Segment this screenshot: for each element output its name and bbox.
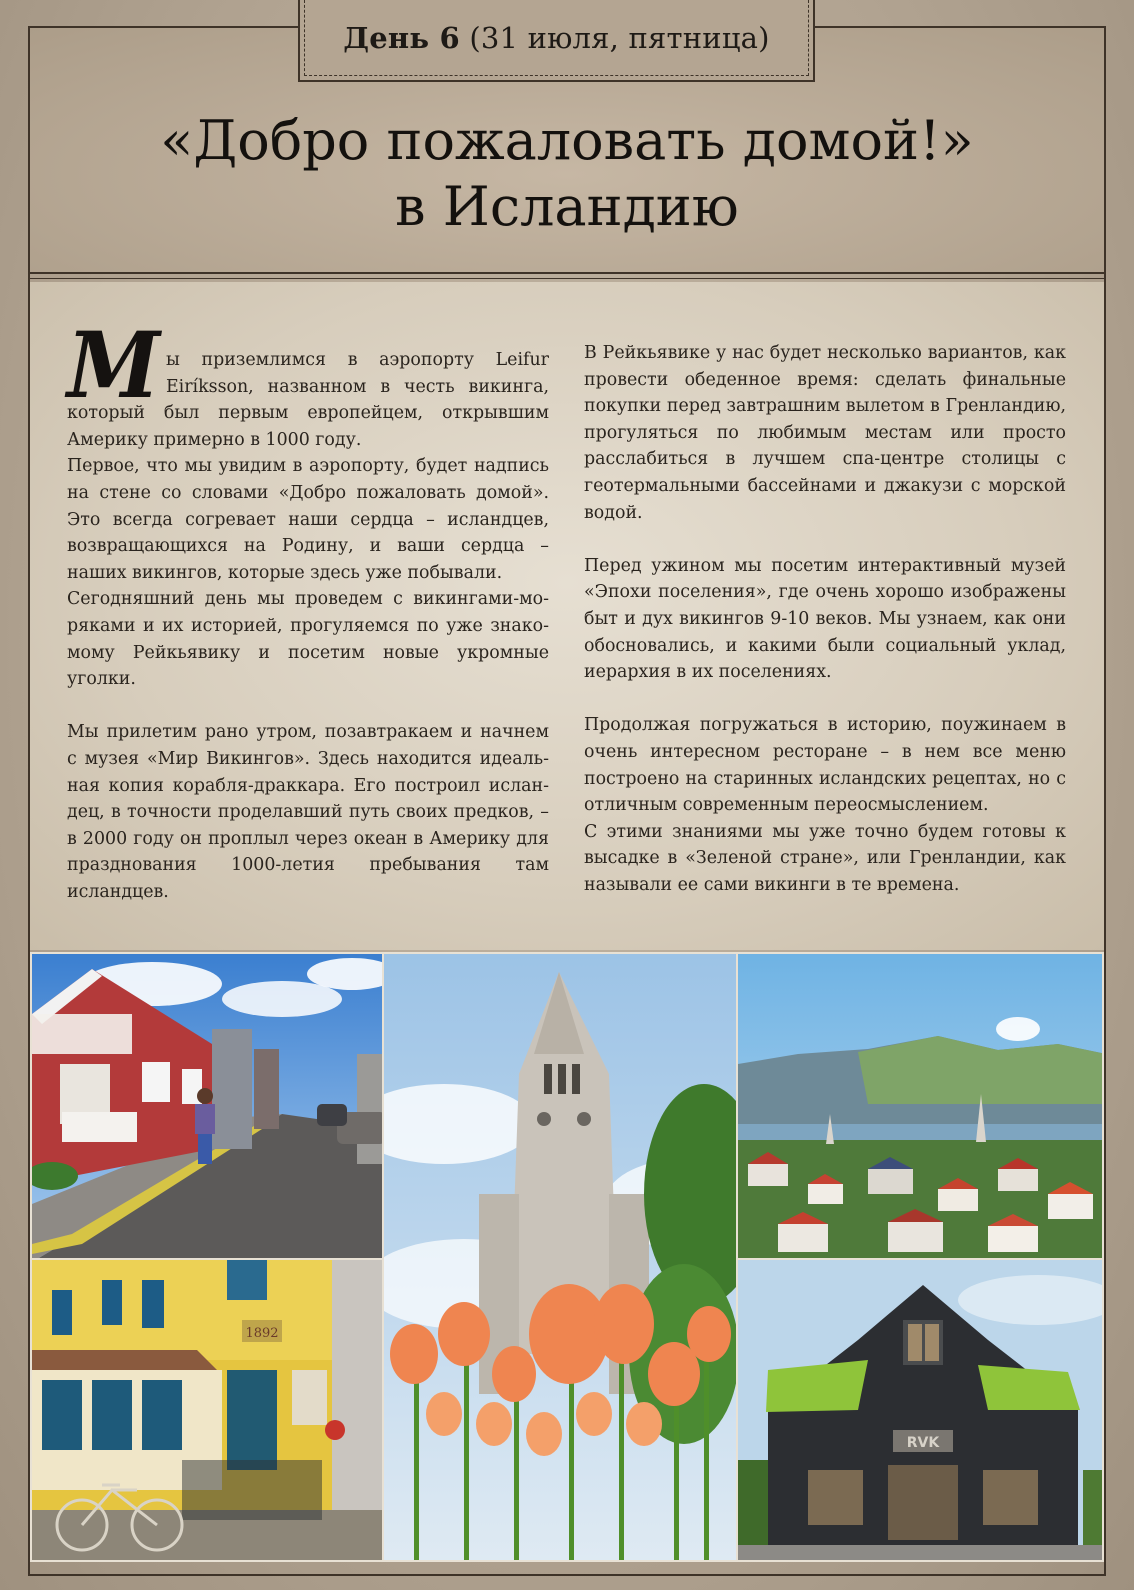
paragraph (67, 311, 549, 453)
paragraph: Сегодняшний день мы проведем с викингами-моряками и их историей, прогуляемся по уже знакомому Рейкьявику и посетим новые укромные уголки. (67, 589, 549, 690)
photo-restaurant-grass-roof (736, 1258, 1104, 1562)
house-number: 1892 (245, 1326, 279, 1341)
photo-yellow-house-bicycle (30, 1258, 384, 1562)
title-line2: в Исландию (395, 175, 739, 238)
paragraph: С этими знаниями мы уже точно будем готовы к высадке в «Зеленой стране», или Гренландии, как называли ее сами викинги в те времена. (584, 821, 1066, 895)
paragraph: Первое, что мы увидим в аэропорту, будет надпись на стене со словами «Добро пожаловать домой». Это всегда согревает наши сердца – исландцев, возвращающихся на Родину, и ваши сердца – наших викингов, которые здесь уже побывали. (67, 456, 549, 583)
article-column-right (584, 340, 1066, 898)
drop-cap: М (67, 311, 160, 419)
photo-church-tulips (382, 952, 738, 1562)
day-label (343, 21, 769, 55)
photo-reykjavik-panorama (736, 952, 1104, 1260)
paragraph: Перед ужином мы посетим интерактивный музей «Эпохи поселения», где очень хорошо изображены быт и дух викингов 9-10 веков. Мы узнаем, как они обосновались, и какими были социальный уклад, иерархия в их поселениях. (584, 555, 1066, 683)
photo-collage (30, 952, 1104, 1562)
title-line1: «Добро пожаловать домой!» (160, 109, 974, 172)
paragraph: Продолжая погружаться в историю, поужинаем в очень интересном ресторане – в нем все меню построено на старинных исландских рецептах, но с отличным современным переосмыслением. (584, 715, 1066, 816)
paragraph: В Рейкьявике у нас будет несколько вариантов, как провести обеденное время: сделать финальные покупки перед завтрашним вылетом в Гренландию, прогуляться по любимым местам или просто расслабиться в лучшем спа-центре столицы с геотермальными бассейнами и джакузи с морской водой. (584, 343, 1066, 523)
paragraph: Мы прилетим рано утром, позавтракаем и начнем с музея «Мир Викингов». Здесь находится идеальная копия корабля-драккара. Его построил исландец, в точности проделавший путь своих предков, – в 2000 году он проплыл через океан в Америку для празднования 1000-летия пребывания там исландцев. (67, 722, 549, 902)
day-tab-stitching (304, 0, 809, 76)
day-number: День 6 (343, 20, 460, 55)
photo-street-red-house (30, 952, 384, 1260)
page-title (30, 108, 1104, 240)
article-column-left (67, 311, 549, 905)
paragraph-text: ы приземлимся в аэропорту Leifur Eiríksson, названном в честь викинга, который был первым европейцем, открывшим Америку примерно в 1000 году. (67, 350, 549, 450)
day-tab (298, 0, 815, 82)
day-date: (31 июля, пятница) (469, 20, 770, 55)
restaurant-sign: RVK (906, 1435, 940, 1451)
